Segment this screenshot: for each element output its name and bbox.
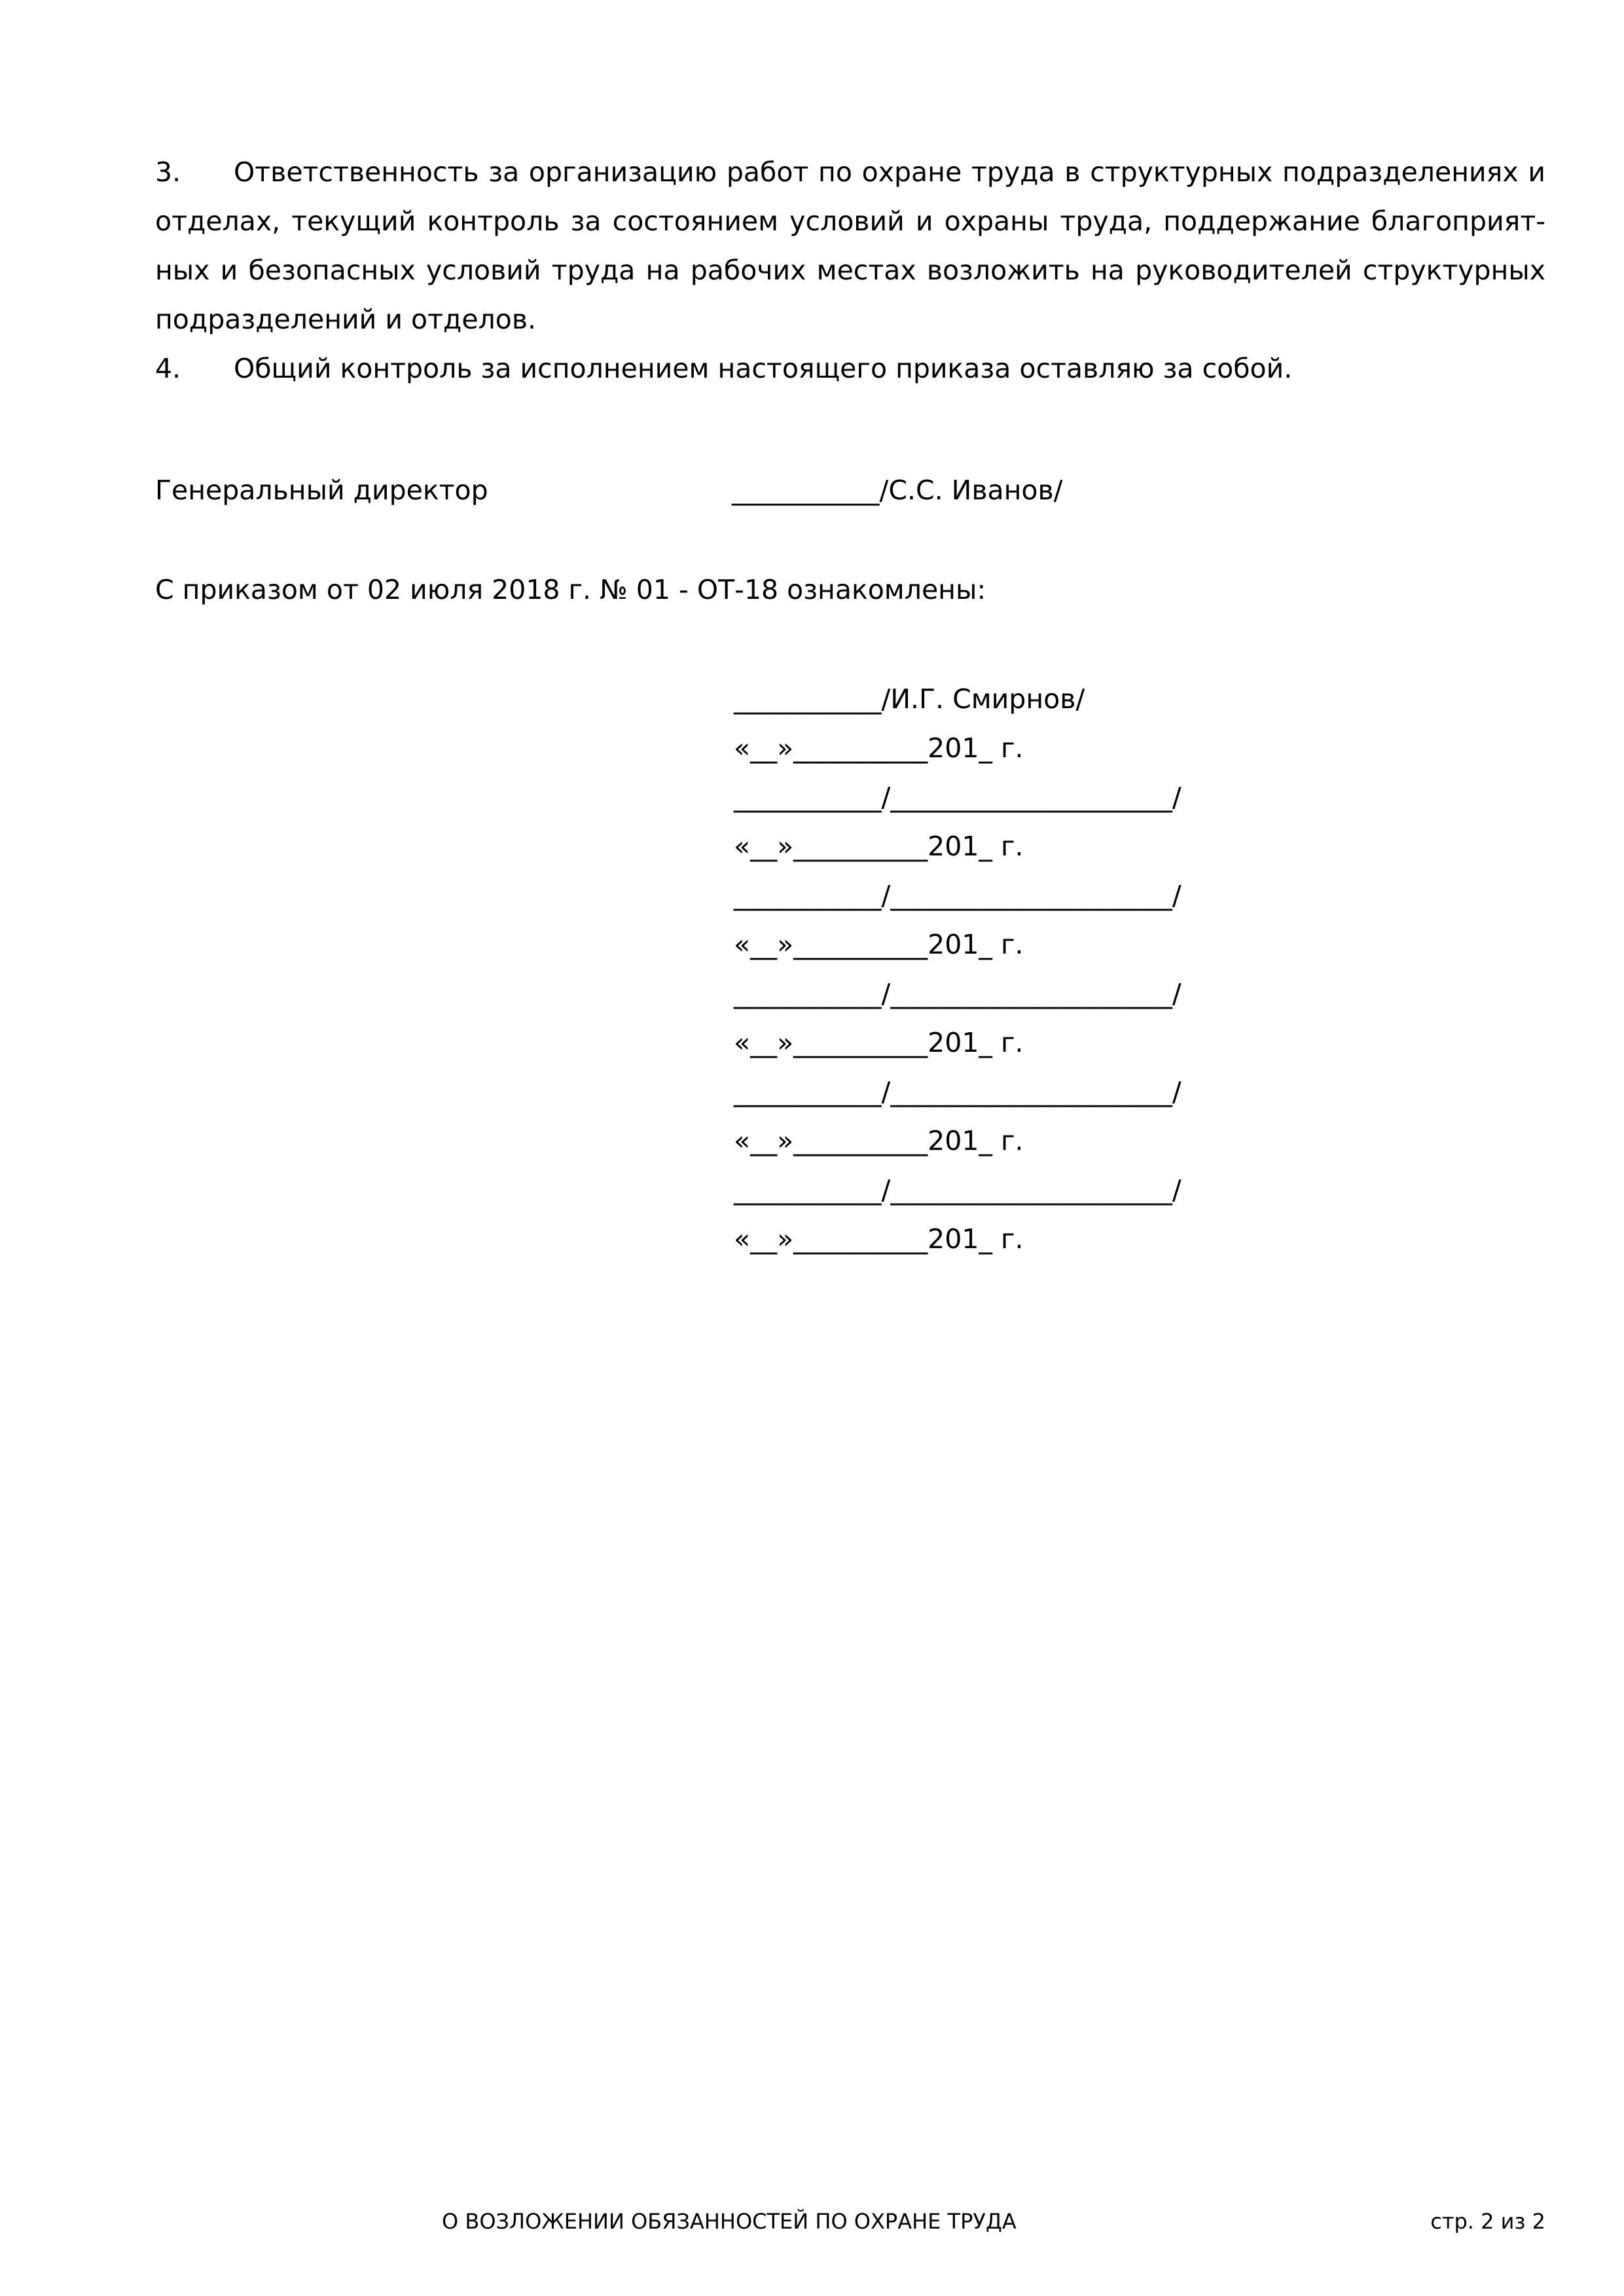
date-row: «__»__________201_ г. xyxy=(734,1223,1024,1255)
signature-list xyxy=(734,675,1388,1264)
signature-row: ___________/_____________________/ xyxy=(734,1174,1182,1206)
signature-row-smirnov: ___________/И.Г. Смирнов/ xyxy=(734,683,1085,715)
date-row: «__»__________201_ г. xyxy=(734,929,1024,960)
date-row: «__»__________201_ г. xyxy=(734,1125,1024,1157)
paragraph-text: Общий контроль за исполнением настоящего приказа оставляю за собой. xyxy=(234,353,1293,384)
paragraph-number: 4. xyxy=(155,353,181,384)
date-row: «__»__________201_ г. xyxy=(734,831,1024,862)
signature-row: ___________/_____________________/ xyxy=(734,880,1182,911)
acknowledgement-line: С приказом от 02 июля 2018 г. № 01 - ОТ-18 ознакомлены: xyxy=(155,574,986,605)
paragraph-text: Ответственность за организацию работ по охране труда в структурных подразделениях и отделах, текущий контроль за состоянием условий и охраны труда, поддержание благоприят-ных и безопасных условий труда на рабочих местах возложить на руководителей структурных подразделений и отделов. xyxy=(155,156,1545,335)
director-signature: ___________/С.С. Иванов/ xyxy=(732,475,1063,506)
date-row: «__»__________201_ г. xyxy=(734,732,1024,764)
paragraph-3 xyxy=(155,148,1545,344)
signature-row: ___________/_____________________/ xyxy=(734,781,1182,813)
paragraph-number: 3. xyxy=(155,156,181,188)
date-row: «__»__________201_ г. xyxy=(734,1027,1024,1058)
signature-row: ___________/_____________________/ xyxy=(734,978,1182,1009)
signature-row: ___________/_____________________/ xyxy=(734,1076,1182,1107)
director-title: Генеральный директор xyxy=(155,475,488,506)
footer-page-number: стр. 2 из 2 xyxy=(1430,2209,1545,2234)
paragraph-4 xyxy=(155,344,1545,393)
footer-title: О ВОЗЛОЖЕНИИ ОБЯЗАННОСТЕЙ ПО ОХРАНЕ ТРУДА xyxy=(442,2209,1017,2234)
